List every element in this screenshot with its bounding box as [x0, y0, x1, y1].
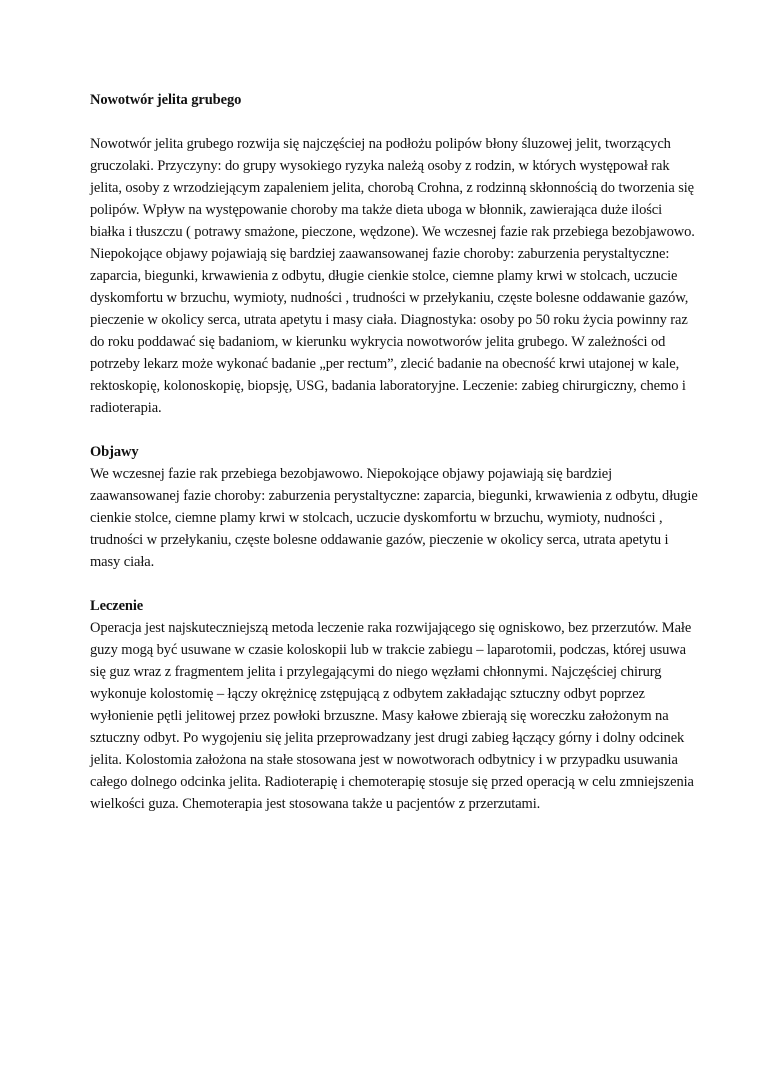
section-heading-objawy: Objawy [90, 444, 139, 460]
section-text-objawy: We wczesnej fazie rak przebiega bezobjawowo. Niepokojące objawy pojawiają się bardziej zaawansowanej fazie choroby: zaburzenia perystaltyczne: zaparcia, biegunki, krwawienia z odbytu, długie cienkie stolce, ciemne plamy krwi w stolcach, uczucie dyskomfortu w brzuchu, wymioty, nudności , trudności w przełykaniu, częste bolesne oddawanie gazów, pieczenie w okolicy serca, utrata apetytu i masy ciała. [90, 466, 698, 570]
section-text-leczenie: Operacja jest najskuteczniejszą metoda leczenie raka rozwijającego się ogniskowo, bez przerzutów. Małe guzy mogą być usuwane w czasie koloskopii lub w trakcie zabiegu – laparotomii, podczas, której usuwa się guz wraz z fragmentem jelita i przylegającymi do niego węzłami chłonnymi. Najczęściej chirurg wykonuje kolostomię – łączy okrężnicę zstępującą z odbytem zakładając sztuczny odbyt poprzez wyłonienie pętli jelitowej przez powłoki brzuszne. Masy kałowe zbierają się woreczku założonym na sztuczny odbyt. Po wygojeniu się jelita przeprowadzany jest drugi zabieg łączący górny i dolny odcinek jelita. Kolostomia założona na stałe stosowana jest w nowotworach odbytnicy i w przypadku usuwania całego dolnego odcinka jelita. Radioterapię i chemoterapię stosuje się przed operacją w celu zmniejszenia wielkości guza. Chemoterapia jest stosowana także u pacjentów z przerzutami. [90, 620, 694, 812]
section-heading-leczenie: Leczenie [90, 598, 144, 614]
document-title: Nowotwór jelita grubego [90, 92, 242, 108]
intro-paragraph: Nowotwór jelita grubego rozwija się najczęściej na podłożu polipów błony śluzowej jelit, tworzących gruczolaki. Przyczyny: do grupy wysokiego ryzyka należą osoby z rodzin, w których występował rak jelita, osoby z wrzodziejącym zapaleniem jelita, chorobą Crohna, z rodzinną skłonnością do tworzenia się polipów. Wpływ na występowanie choroby ma także dieta uboga w błonnik, zawierająca duże ilości białka i tłuszczu ( potrawy smażone, pieczone, wędzone). We wczesnej fazie rak przebiega bezobjawowo. Niepokojące objawy pojawiają się bardziej zaawansowanej fazie choroby: zaburzenia perystaltyczne: zaparcia, biegunki, krwawienia z odbytu, długie cienkie stolce, ciemne plamy krwi w stolcach, uczucie dyskomfortu w brzuchu, wymioty, nudności , trudności w przełykaniu, częste bolesne oddawanie gazów, pieczenie w okolicy serca, utrata apetytu i masy ciała. Diagnostyka: osoby po 50 roku życia powinny raz do roku poddawać się badaniom, w kierunku wykrycia nowotworów jelita grubego. W zależności od potrzeby lekarz może wykonać badanie „per rectum”, zlecić badanie na obecność krwi utajonej w kale, rektoskopię, kolonoskopię, biopsję, USG, badania laboratoryjne. Leczenie: zabieg chirurgiczny, chemo i radioterapia. [90, 136, 695, 416]
document-body [90, 89, 700, 837]
